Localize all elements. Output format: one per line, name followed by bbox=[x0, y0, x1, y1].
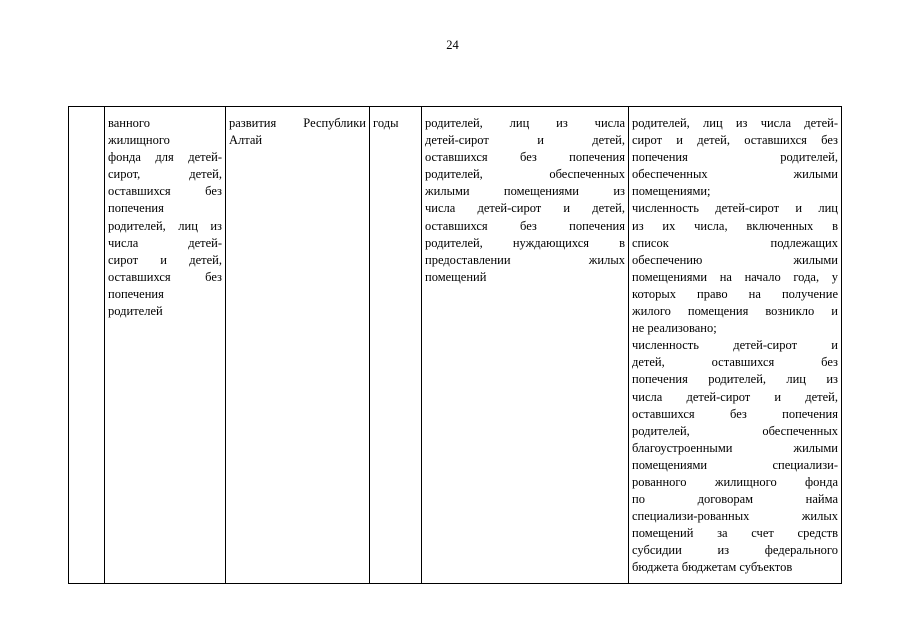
text-line: численность детей-сирот и лиц bbox=[632, 201, 838, 216]
text-line: помещений за счет средств bbox=[632, 526, 838, 541]
text-line: помещений bbox=[425, 269, 487, 284]
text-line: по договорам найма bbox=[632, 492, 838, 507]
table-cell-name bbox=[105, 107, 226, 584]
text-line: оставшихся без bbox=[108, 269, 222, 284]
document-table bbox=[68, 106, 842, 584]
text-line: список подлежащих bbox=[632, 235, 838, 250]
text-line: фонда для детей- bbox=[108, 150, 222, 165]
text-line: обеспеченных жилыми bbox=[632, 167, 838, 182]
text-line: помещениями; bbox=[632, 184, 711, 199]
table-cell-index bbox=[69, 107, 105, 584]
text-line: оставшихся без bbox=[108, 184, 222, 199]
text-line: сирот и детей, bbox=[108, 252, 222, 267]
text-line: детей, оставшихся без bbox=[632, 355, 838, 370]
page-number: 24 bbox=[446, 38, 459, 52]
text-line: рованного жилищного фонда bbox=[632, 474, 838, 489]
text-line: жилого помещения возникло и bbox=[632, 304, 838, 319]
text-line: сирот и детей, оставшихся без bbox=[632, 133, 838, 148]
text-line: численность детей-сирот и bbox=[632, 338, 838, 353]
text-line: родителей, лиц из числа bbox=[425, 116, 625, 130]
text-line: развития Республики bbox=[229, 116, 366, 130]
text-line: родителей, обеспеченных bbox=[425, 167, 625, 182]
text-line: родителей bbox=[108, 304, 163, 319]
text-line: не реализовано; bbox=[632, 321, 717, 336]
text-line: предоставлении жилых bbox=[425, 252, 625, 267]
text-line: бюджета бюджетам субъектов bbox=[632, 560, 793, 575]
text-line: благоустроенными жилыми bbox=[632, 440, 838, 455]
text-line: попечения родителей, bbox=[632, 150, 838, 165]
text-line: числа детей- bbox=[108, 235, 222, 250]
text-line: числа детей-сирот и детей, bbox=[425, 201, 625, 216]
text-line: из их числа, включенных в bbox=[632, 218, 838, 233]
table-cell-program bbox=[226, 107, 370, 584]
text-line: Алтай bbox=[229, 133, 263, 148]
text-line: помещениями на начало года, у bbox=[632, 269, 838, 284]
text-line: оставшихся без попечения bbox=[425, 150, 625, 165]
text-line: специализи-рованных жилых bbox=[632, 509, 838, 524]
table-row bbox=[69, 107, 842, 584]
text-line: субсидии из федерального bbox=[632, 543, 838, 558]
text-line: годы bbox=[373, 116, 399, 130]
text-line: детей-сирот и детей, bbox=[425, 133, 625, 148]
text-line: обеспечению жилыми bbox=[632, 252, 838, 267]
text-line: ванного bbox=[108, 116, 150, 130]
text-line: оставшихся без попечения bbox=[632, 406, 838, 421]
text-line: родителей, нуждающихся в bbox=[425, 235, 625, 250]
text-line: попечения bbox=[108, 201, 164, 216]
text-line: которых право на получение bbox=[632, 286, 838, 301]
text-line: родителей, лиц из числа детей- bbox=[632, 116, 838, 130]
text-line: родителей, лиц из bbox=[108, 218, 222, 233]
text-line: родителей, обеспеченных bbox=[632, 423, 838, 438]
text-line: жилыми помещениями из bbox=[425, 184, 625, 199]
text-line: числа детей-сирот и детей, bbox=[632, 389, 838, 404]
table-cell-indicators bbox=[629, 107, 842, 584]
text-line: жилищного bbox=[108, 133, 170, 148]
table-cell-years bbox=[370, 107, 422, 584]
text-line: помещениями специализи- bbox=[632, 457, 838, 472]
text-line: сирот, детей, bbox=[108, 167, 222, 182]
text-line: оставшихся без попечения bbox=[425, 218, 625, 233]
text-line: попечения bbox=[108, 286, 164, 301]
text-line: попечения родителей, лиц из bbox=[632, 372, 838, 387]
table-cell-goal bbox=[422, 107, 629, 584]
